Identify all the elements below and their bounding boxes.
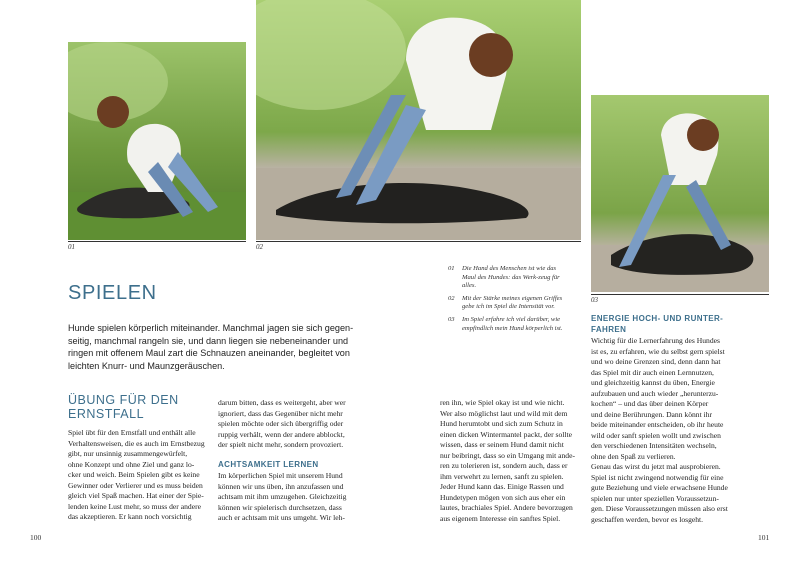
- column-2-text: [218, 398, 368, 451]
- text-line: achtsam mit ihm umzugehen. Gleichzeitig: [218, 492, 347, 501]
- page-number-right: 101: [758, 533, 770, 542]
- text-line: ist es, zu erfahren, wie du selbst gern spielst: [591, 346, 725, 356]
- caption-text: Mit der Stärke meines eigenen Griffes gebe ich im Spiel die Intensität vor.: [462, 294, 563, 311]
- text-line: Wichtig für die Lernerfahrung des Hundes: [591, 336, 720, 345]
- energy-heading: [591, 313, 723, 335]
- caption-number: 02: [448, 294, 455, 302]
- text-line: Genau das wirst du jetzt mal ausprobieren.: [591, 462, 721, 471]
- text-line: gute Beziehung und viele erwachsene Hunde: [591, 483, 728, 492]
- text-line: ohne den Spaß zu verlieren.: [591, 451, 676, 461]
- text-line: und deine Berührungen. Dann könnt ihr: [591, 409, 713, 419]
- text-line: nur beibringt, dass so ein Umgang mit ande-: [440, 450, 575, 460]
- lead-line: leichten Knurr- und Maunzgeräuschen.: [68, 360, 225, 371]
- text-line: wild oder sanft spielen wollt und zwischen: [591, 430, 721, 440]
- text-line: aus eigenem Interesse ein sanftes Spiel.: [440, 513, 561, 523]
- caption-item: [448, 316, 568, 333]
- text-line: spielen möchte oder sich übergriffig oder: [218, 419, 344, 428]
- text-line: das akzeptieren. Er kann noch vorsichtig: [68, 512, 192, 521]
- text-line: ohne Konzept und ohne Ziel und ganz lo-: [68, 459, 195, 469]
- text-line: beide miteinander entscheiden, ob ihr heute: [591, 420, 724, 429]
- text-line: Spiel ist nicht zwingend notwendig für eine: [591, 472, 724, 482]
- page-number-left: 100: [30, 533, 42, 542]
- text-line: einen dicken Wintermantel packt, der sollte: [440, 429, 572, 439]
- text-line: ruppig verhält, wenn der andere abblockt,: [218, 429, 345, 439]
- text-line: ren zu tolerieren ist, sondern auch, dass er: [440, 461, 568, 470]
- text-line: cker und weich. Beim Spielen gibt es keine: [68, 470, 200, 479]
- text-line: gleich viel Spaß machen. Hat einer der Spie-: [68, 491, 204, 500]
- text-line: aufzubauen und auch wieder „herunterzu-: [591, 388, 719, 398]
- heading-line: ÜBUNG FÜR DEN: [68, 393, 179, 407]
- text-line: ignoriert, dass das Gegenüber nicht mehr: [218, 408, 343, 418]
- exercise-heading: [68, 393, 208, 421]
- text-line: wissen, dass er seinem Hund damit nicht: [440, 440, 564, 449]
- caption-text: Im Spiel erfahre ich viel darüber, wie empfindlich mein Hund körperlich ist.: [462, 315, 563, 332]
- lead-line: seitig, manchmal rangeln sie, und dann liegen sie nebeneinander und: [68, 335, 349, 346]
- text-line: das Spiel mit dir auch einen Lernnutzen,: [591, 367, 714, 377]
- text-line: können wir spielerisch durchsetzen, dass: [218, 502, 342, 512]
- column-1-text: [68, 428, 218, 523]
- photo-number: 01: [68, 243, 75, 251]
- column-3-text: [440, 398, 588, 524]
- attention-heading: ACHTSAMKEIT LERNEN: [218, 460, 319, 469]
- text-line: Hundetypen mögen von sich aus eher ein: [440, 492, 566, 502]
- photo-02: [256, 0, 581, 240]
- text-line: gen. Diese Voraussetzungen müssen also erst: [591, 504, 728, 513]
- text-line: kochen“ – und das über deinen Körper: [591, 399, 709, 408]
- text-line: Gewinner oder Verlierer und es muss beiden: [68, 480, 203, 490]
- heading-line: FAHREN: [591, 325, 627, 334]
- heading-line: ENERGIE HOCH- UND RUNTER-: [591, 314, 724, 323]
- text-line: auch er achtsam mit uns umgeht. Wir leh-: [218, 513, 345, 522]
- lead-paragraph: [68, 322, 368, 372]
- heading-line: ERNSTFALL: [68, 407, 145, 421]
- caption-number: 01: [448, 265, 455, 272]
- text-line: gibt, nur unsinnig zusammengewürfelt,: [68, 449, 188, 458]
- caption-number: 03: [448, 315, 455, 323]
- text-line: können wir uns üben, ihn anzufassen und: [218, 481, 344, 491]
- section-title: SPIELEN: [68, 282, 157, 304]
- photo-number: 03: [591, 296, 598, 304]
- text-line: darum bitten, dass es weitergeht, aber wer: [218, 398, 346, 407]
- caption-text: Die Hand des Menschen ist wie das Maul des Hundes: das Werk-zeug für alles.: [462, 265, 560, 290]
- photo-number: 02: [256, 243, 263, 251]
- text-line: lautes, brachiales Spiel. Andere bevorzugen: [440, 503, 573, 512]
- caption-item: [448, 295, 568, 312]
- text-line: und gleichzeitig kannst du üben, Energie: [591, 378, 715, 387]
- column-2b-text: [218, 471, 368, 524]
- text-line: ren ihn, wie Spiel okay ist und wie nicht.: [440, 398, 565, 407]
- text-line: geschaffen werden, bevor es losgeht.: [591, 514, 704, 524]
- text-line: Im körperlichen Spiel mit unserem Hund: [218, 471, 343, 480]
- text-line: den verschiedenen Intensitäten wechseln,: [591, 441, 717, 450]
- photo-captions: [448, 265, 568, 337]
- column-4-text: [591, 336, 769, 525]
- text-line: Verhaltensweisen, die es auch im Ernstbezug: [68, 438, 205, 448]
- photo-01: [68, 42, 246, 240]
- text-line: ihm verwehrt zu lernen, sanft zu spielen.: [440, 471, 564, 481]
- text-line: Wer also möglichst laut und wild mit dem: [440, 408, 568, 418]
- text-line: spielen nur unter speziellen Voraussetzun-: [591, 493, 719, 503]
- caption-item: [448, 265, 568, 291]
- lead-line: Hunde spielen körperlich miteinander. Manchmal jagen sie sich gegen-: [68, 323, 354, 333]
- text-line: Jeder Hund kann das. Einige Rassen und: [440, 482, 564, 491]
- text-line: Spiel übt für den Ernstfall und enthält alle: [68, 428, 196, 437]
- photo-03: [591, 95, 769, 292]
- text-line: Hund herumtobt und sich zum Schutz in: [440, 419, 563, 428]
- text-line: lenden keine Lust mehr, so muss der andere: [68, 501, 201, 511]
- text-line: und wo deine Grenzen sind, denn dann hat: [591, 357, 721, 366]
- lead-line: ringen mit offenem Maul zart die Schnauzen aneinander, begleitet von: [68, 348, 350, 358]
- text-line: der spielt nicht mehr, sondern provoziert.: [218, 440, 344, 449]
